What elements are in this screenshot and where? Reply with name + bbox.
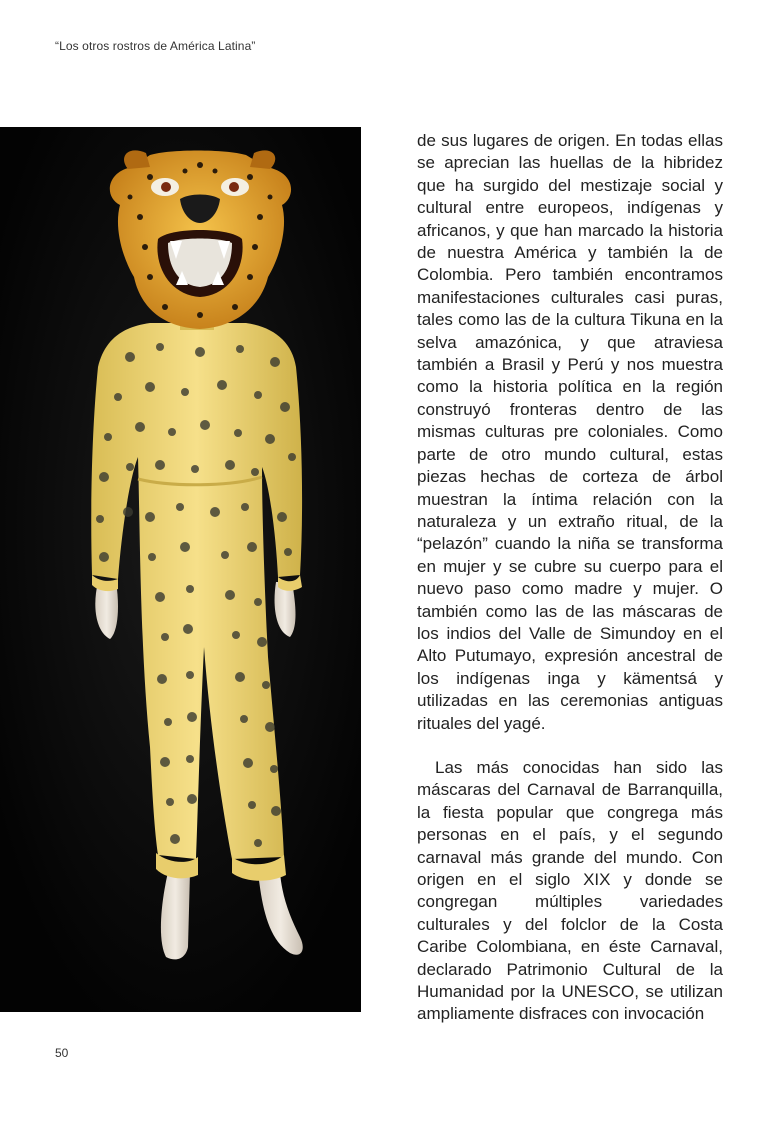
caption-title: Máscara y vestido de Tigre [55, 1098, 183, 1109]
running-header: “Los otros rostros de América Latina” [55, 39, 256, 53]
article-paragraph-2: Las más conocidas han sido las máscaras del Carnaval de Barranquilla, la fiesta popular que congrega más personas en el país, y el segundo carnaval más grande del mundo. Con origen en el siglo XIX y donde se congregan múltiples variedades culturales y del folclor de la Costa Caribe Colombiana, en éste Carnaval, declarado Patrimonio Cultural de la Humanidad por la UNESCO, se utilizan ampliamente disfraces con invocación [417, 757, 723, 1024]
caption-subtitle: Rio de Oro [55, 1111, 104, 1122]
article-paragraph-1: de sus lugares de origen. En todas ellas se aprecian las huellas de la hibridez que ha surgido del mestizaje social y cultural entre europeos, indígenas y africanos, y que han marcado la historia de nuestra América y también la de Colombia. Pero también encontramos manifestaciones culturales casi puras, tales como las de la cultura Tikuna en la selva amazónica, y que atraviesa también a Brasil y Perú y nos muestra como la historia política en la región construyó fronteras dentro de las mismas culturas pre coloniales. Como parte de otro mundo cultural, estas piezas hechas de corteza de árbol muestran la íntima relación con la naturaleza y un extraño ritual, de la “pelazón” cuando la niña se transforma en mujer y se cubre su cuerpo para el nuevo paso como madre y mujer. O también como las de las máscaras de los indios del Valle de Simundoy en el Alto Putumayo, expresión ancestral de los indígenas inga y kämentsá y utilizadas en las ceremonias antiguas rituales del yagé. [417, 131, 723, 733]
tiger-costume-illustration [0, 127, 361, 1012]
article-body [417, 130, 723, 1026]
page-number: 50 [55, 1046, 69, 1060]
photo-caption [55, 1097, 183, 1123]
